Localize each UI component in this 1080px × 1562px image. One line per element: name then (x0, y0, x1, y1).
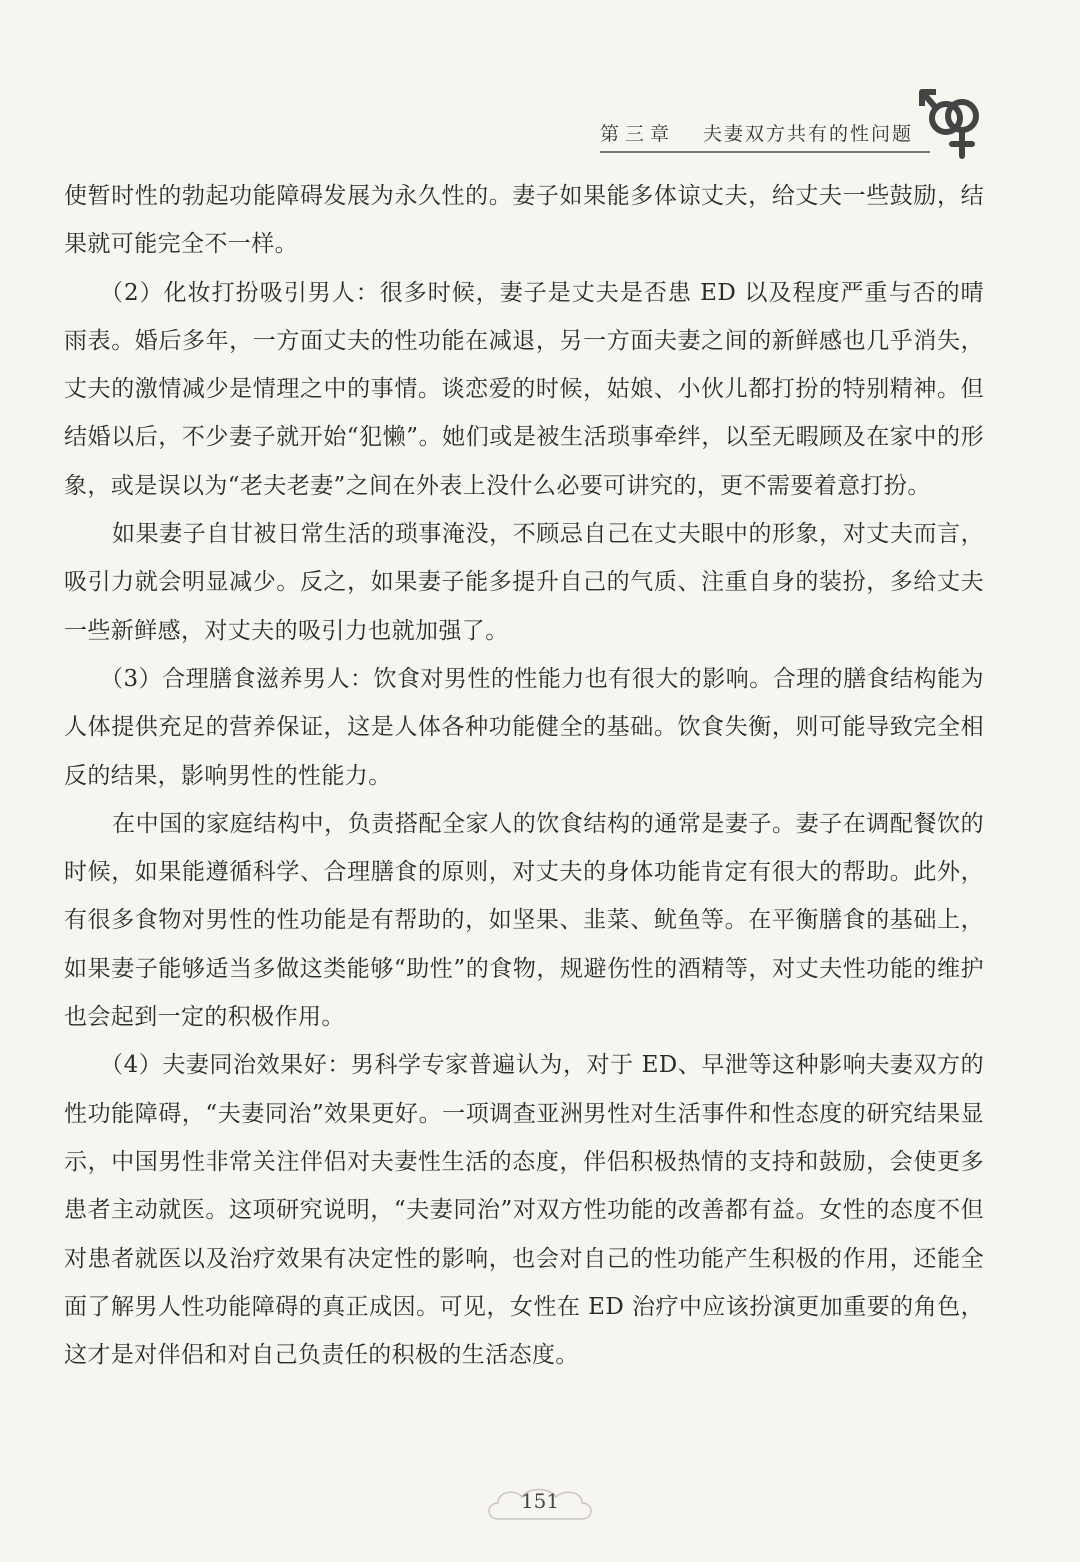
paragraph: （2）化妆打扮吸引男人：很多时候，妻子是丈夫是否患 ED 以及程度严重与否的晴雨表。婚后多年，一方面丈夫的性功能在减退，另一方面夫妻之间的新鲜感也几乎消失，丈夫的激情减少是情理之中的事情。谈恋爱的时候，姑娘、小伙儿都打扮的特别精神。但结婚以后，不少妻子就开始“犯懒”。她们或是被生活琐事牵绊，以至无暇顾及在家中的形象，或是误以为“老夫老妻”之间在外表上没什么必要可讲究的，更不需要着意打扮。 (64, 279, 984, 499)
paragraph: 如果妻子自甘被日常生活的琐事淹没，不顾忌自己在丈夫眼中的形象，对丈夫而言，吸引力就会明显减少。反之，如果妻子能多提升自己的气质、注重自身的装扮，多给丈夫一些新鲜感，对丈夫的吸引力也就加强了。 (64, 521, 984, 644)
body-text (64, 172, 984, 1379)
chapter-title: 夫妻双方共有的性问题 (703, 122, 914, 145)
header-rule (600, 151, 930, 153)
paragraph: 在中国的家庭结构中，负责搭配全家人的饮食结构的通常是妻子。妻子在调配餐饮的时候，如果能遵循科学、合理膳食的原则，对丈夫的身体功能肯定有很大的帮助。此外，有很多食物对男性的性功能是有帮助的，如坚果、韭菜、鱿鱼等。在平衡膳食的基础上，如果妻子能够适当多做这类能够“助性”的食物，规避伤性的酒精等，对丈夫性功能的维护也会起到一定的积极作用。 (64, 810, 984, 1031)
page-number-block (480, 1483, 600, 1527)
running-header (600, 112, 930, 152)
paragraph: （4）夫妻同治效果好：男科学专家普遍认为，对于 ED、早泄等这种影响夫妻双方的性功能障碍，“夫妻同治”效果更好。一项调查亚洲男性对生活事件和性态度的研究结果显示，中国男性非常关注伴侣对夫妻性生活的态度，伴侣积极热情的支持和鼓励，会使更多患者主动就医。这项研究说明，“夫妻同治”对双方性功能的改善都有益。女性的态度不但对患者就医以及治疗效果有决定性的影响，也会对自己的性功能产生积极的作用，还能全面了解男人性功能障碍的真正成因。可见，女性在 ED 治疗中应该扮演更加重要的角色，这才是对伴侣和对自己负责任的积极的生活态度。 (64, 1052, 984, 1369)
paragraph: （3）合理膳食滋养男人：饮食对男性的性能力也有很大的影响。合理的膳食结构能为人体提供充足的营养保证，这是人体各种功能健全的基础。饮食失衡，则可能导致完全相反的结果，影响男性的性能力。 (64, 665, 984, 789)
chapter-label: 第三章 (600, 122, 676, 145)
paragraph: 使暂时性的勃起功能障碍发展为永久性的。妻子如果能多体谅丈夫，给丈夫一些鼓励，结果就可能完全不一样。 (64, 183, 984, 258)
gender-symbols-icon (916, 84, 986, 162)
page-number: 151 (520, 1489, 560, 1513)
